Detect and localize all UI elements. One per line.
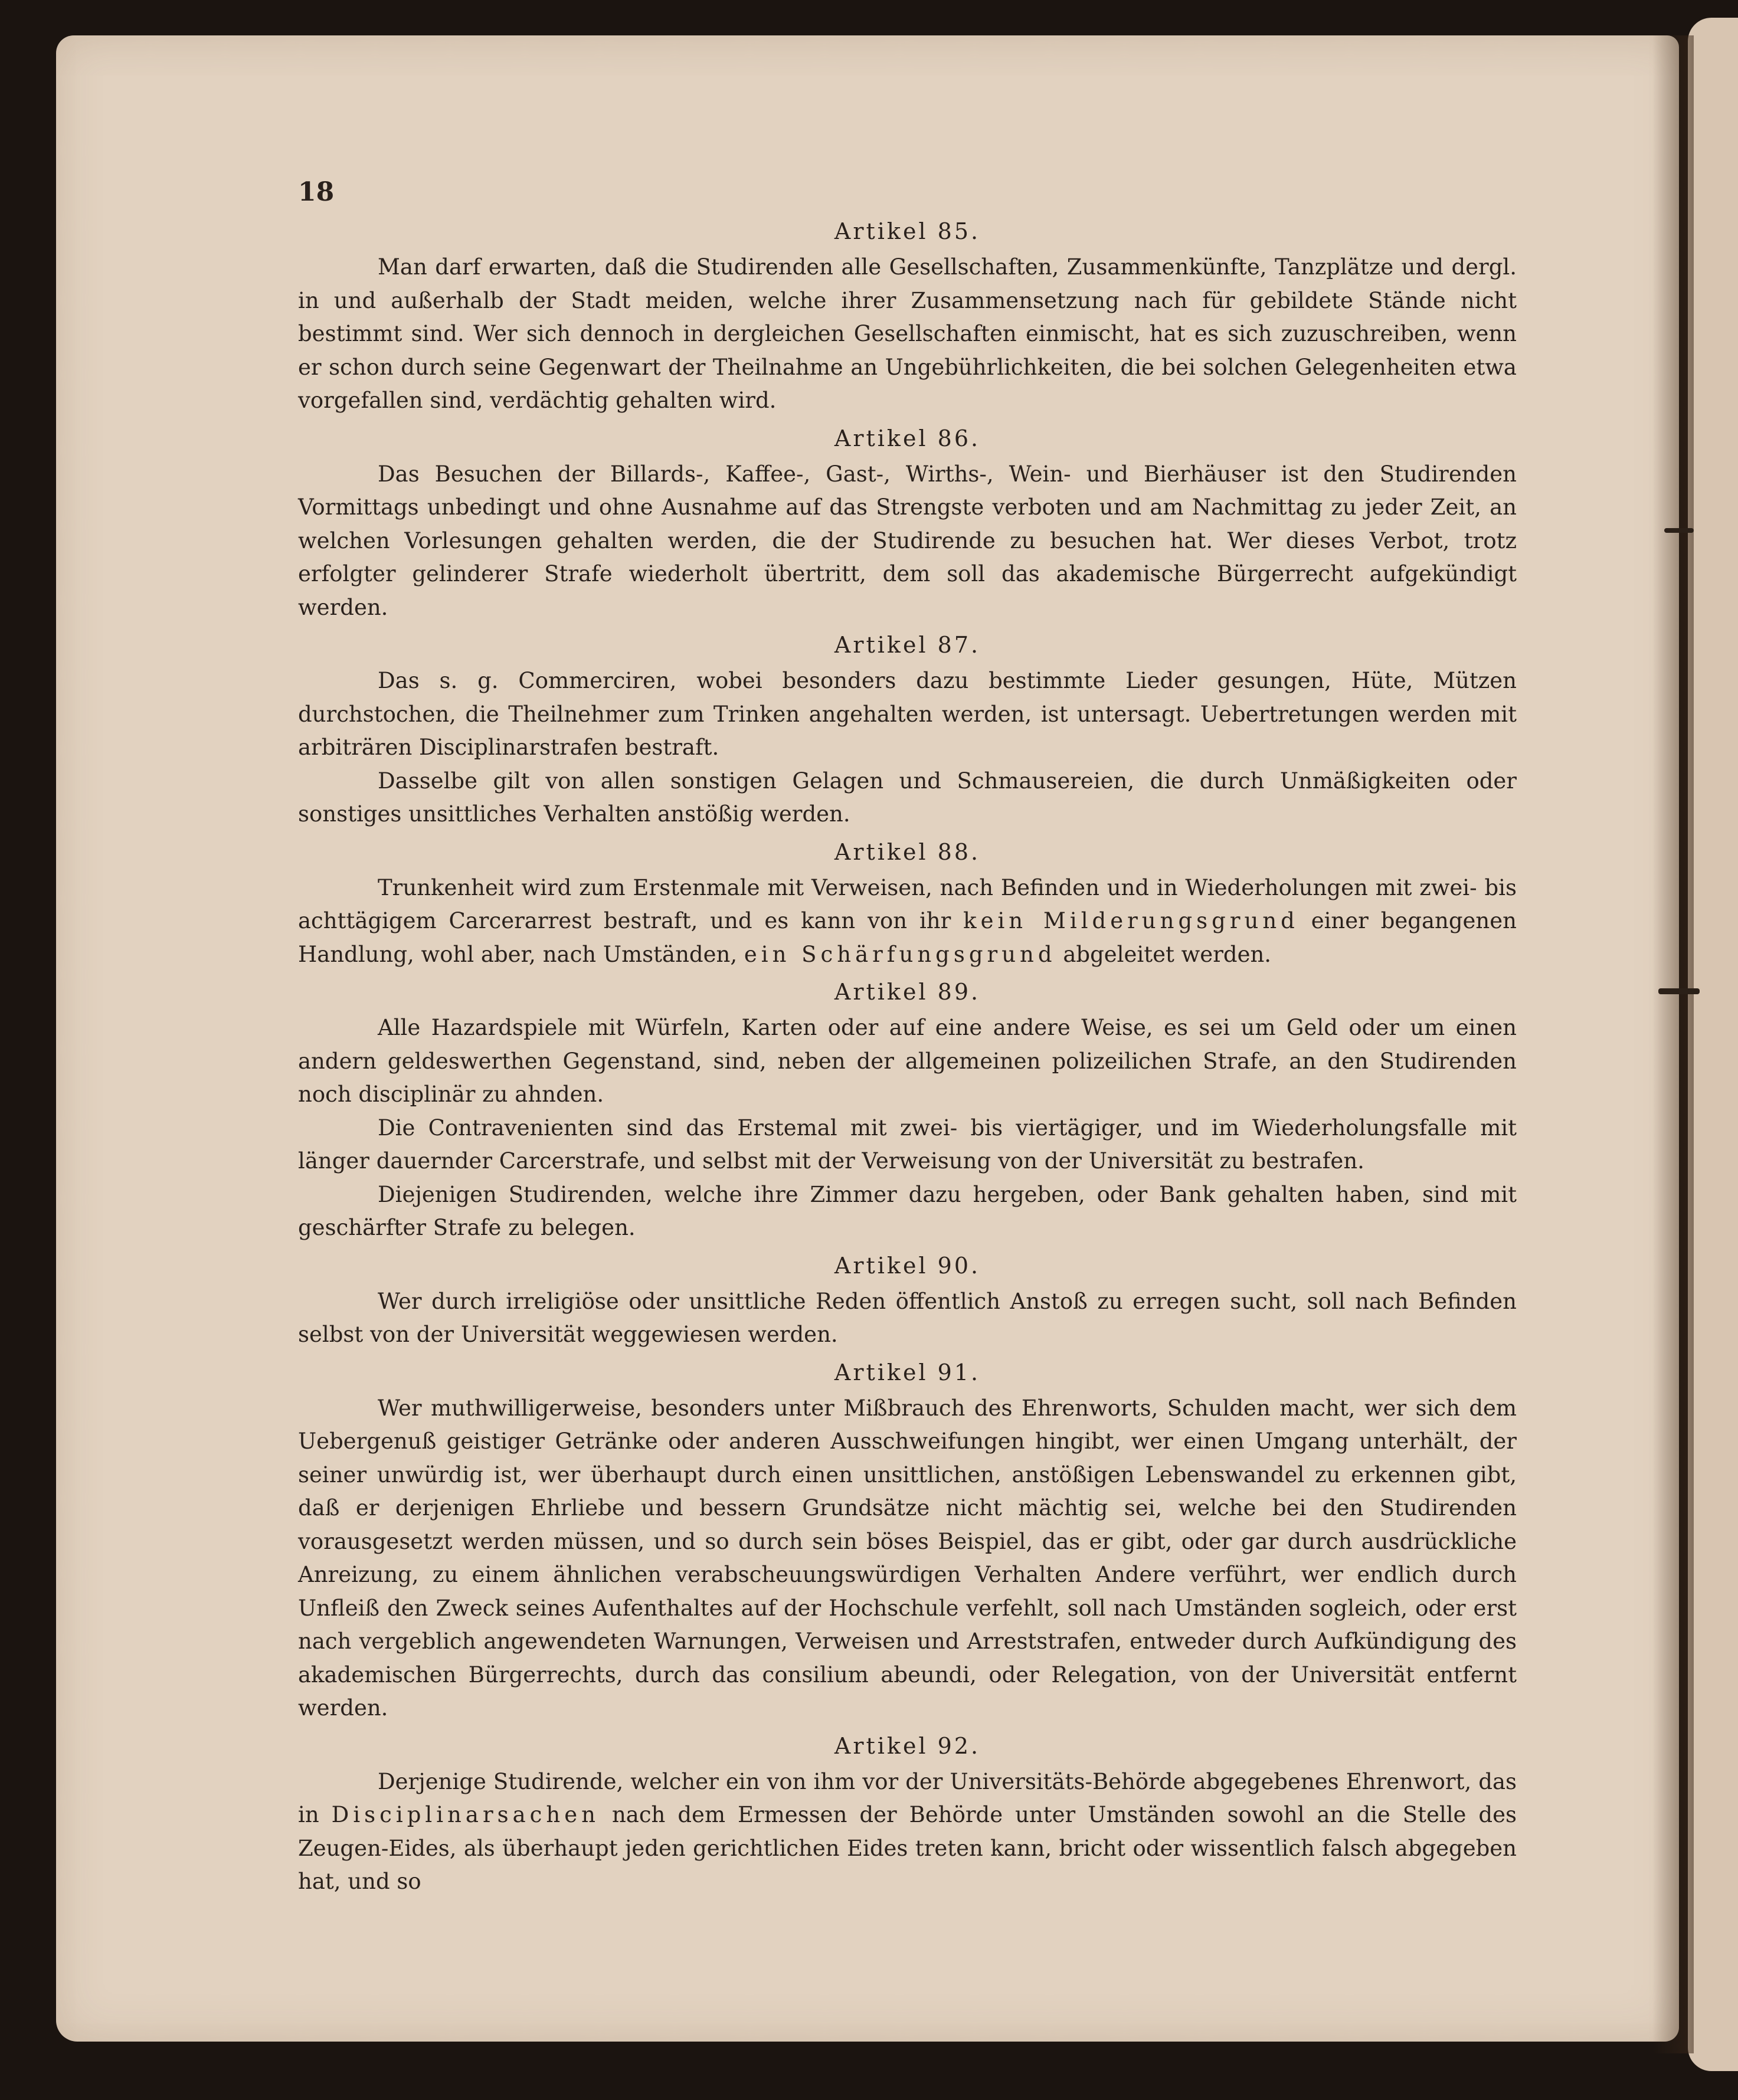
article-86 — [298, 422, 1517, 625]
spaced-emphasis: kein Milderungsgrund — [963, 908, 1299, 933]
article-89 — [298, 976, 1517, 1245]
page-text-block — [298, 177, 1517, 1899]
gutter-shadow — [1652, 35, 1694, 2053]
article-87 — [298, 629, 1517, 831]
article-paragraph: Wer durch irreligiöse oder unsittliche Reden öffentlich Anstoß zu erregen sucht, soll nach Befinden selbst von der Universität weggewiesen werden. — [298, 1288, 1517, 1347]
article-heading: Artikel 92. — [834, 1732, 981, 1759]
article-paragraph: Trunkenheit wird zum Erstenmale mit Verweisen, nach Befinden und in Wiederholungen mit zwei- bis achttägigem Carcerarrest bestraft, und es kann von ihr kein Milderungsgrund einer begangenen Handlung, wohl aber, nach Umständen, ein Schärfungsgrund abgeleitet werden. — [298, 874, 1517, 967]
article-paragraph: Derjenige Studirende, welcher ein von ihm vor der Universitäts-Behörde abgegebenes Ehrenwort, das in Disciplinarsachen nach dem Ermessen der Behörde unter Umständen sowohl an die Stelle des Zeugen-Eides, als überhaupt jeden gerichtlichen Eides treten kann, bricht oder wissentlich falsch abgegeben hat, und so — [298, 1768, 1517, 1894]
spaced-emphasis: ein Schärfungsgrund — [744, 941, 1056, 967]
next-page-edge — [1688, 18, 1738, 2071]
article-heading: Artikel 89. — [834, 979, 981, 1005]
article-heading: Artikel 88. — [834, 838, 981, 865]
article-paragraph: Dasselbe gilt von allen sonstigen Gelagen und Schmausereien, die durch Unmäßigkeiten oder sonstiges unsittliches Verhalten anstößig werden. — [298, 768, 1517, 827]
article-85 — [298, 215, 1517, 418]
article-heading: Artikel 90. — [834, 1252, 981, 1279]
page-number: 18 — [298, 177, 335, 207]
article-paragraph: Wer muthwilligerweise, besonders unter Mißbrauch des Ehrenworts, Schulden macht, wer sich dem Uebergenuß geistiger Getränke oder anderen Ausschweifungen hingibt, wer einen Umgang unterhält, der seiner unwürdig ist, wer überhaupt durch einen unsittlichen, anstößigen Lebenswandel zu erkennen gibt, daß er derjenigen Ehrliebe und bessern Grundsätze nicht mächtig sei, welche bei den Studirenden vorausgesetzt werden müssen, und so durch sein böses Beispiel, das er gibt, oder gar durch ausdrückliche Anreizung, zu einem ähnlichen verabscheuungswürdigen Verhalten Andere verführt, wer endlich durch Unfleiß den Zweck seines Aufenthaltes auf der Hochschule verfehlt, soll nach Umständen sogleich, oder erst nach vergeblich angewendeten Warnungen, Verweisen und Arreststrafen, entweder durch Aufkündigung des akademischen Bürgerrechts, durch das consilium abeundi, oder Relegation, von der Universität entfernt werden. — [298, 1395, 1517, 1721]
article-heading: Artikel 85. — [834, 218, 981, 244]
article-paragraph: Man darf erwarten, daß die Studirenden alle Gesellschaften, Zusammenkünfte, Tanzplätze und dergl. in und außerhalb der Stadt meiden, welche ihrer Zusammensetzung nach für gebildete Stände nicht bestimmt sind. Wer sich dennoch in dergleichen Gesellschaften einmischt, hat es sich zuzuschreiben, wenn er schon durch seine Gegenwart der Theilnahme an Ungebührlichkeiten, die bei solchen Gelegenheiten etwa vorgefallen sind, verdächtig gehalten wird. — [298, 254, 1517, 413]
article-88 — [298, 836, 1517, 972]
spaced-emphasis: Disciplinarsachen — [331, 1802, 600, 1827]
article-90 — [298, 1250, 1517, 1352]
article-91 — [298, 1357, 1517, 1725]
article-heading: Artikel 86. — [834, 425, 981, 451]
article-heading: Artikel 91. — [834, 1359, 981, 1385]
article-paragraph: Die Contravenienten sind das Erstemal mit zwei- bis viertägiger, und im Wiederholungsfalle mit länger dauernder Carcerstrafe, und selbst mit der Verweisung von der Universität zu bestrafen. — [298, 1115, 1517, 1174]
article-paragraph: Diejenigen Studirenden, welche ihre Zimmer dazu hergeben, oder Bank gehalten haben, sind mit geschärfter Strafe zu belegen. — [298, 1181, 1517, 1240]
article-paragraph: Das s. g. Commerciren, wobei besonders dazu bestimmte Lieder gesungen, Hüte, Mützen durchstochen, die Theilnehmer zum Trinken angehalten werden, ist untersagt. Uebertretungen werden mit arbiträren Disciplinarstrafen bestraft. — [298, 668, 1517, 760]
binding-thread-mark — [1658, 988, 1700, 994]
article-92 — [298, 1730, 1517, 1899]
binding-thread-mark — [1664, 528, 1694, 533]
article-heading: Artikel 87. — [834, 632, 981, 658]
article-paragraph: Alle Hazardspiele mit Würfeln, Karten oder auf eine andere Weise, es sei um Geld oder um einen andern geldeswerthen Gegenstand, sind, neben der allgemeinen polizeilichen Strafe, an den Studirenden noch disciplinär zu ahnden. — [298, 1015, 1517, 1107]
article-paragraph: Das Besuchen der Billards-, Kaffee-, Gast-, Wirths-, Wein- und Bierhäuser ist den Studirenden Vormittags unbedingt und ohne Ausnahme auf das Strengste verboten und am Nachmittag zu jeder Zeit, an welchen Vorlesungen gehalten werden, die der Studirende zu besuchen hat. Wer dieses Verbot, trotz erfolgter gelinderer Strafe wiederholt übertritt, dem soll das akademische Bürgerrecht aufgekündigt werden. — [298, 461, 1517, 620]
